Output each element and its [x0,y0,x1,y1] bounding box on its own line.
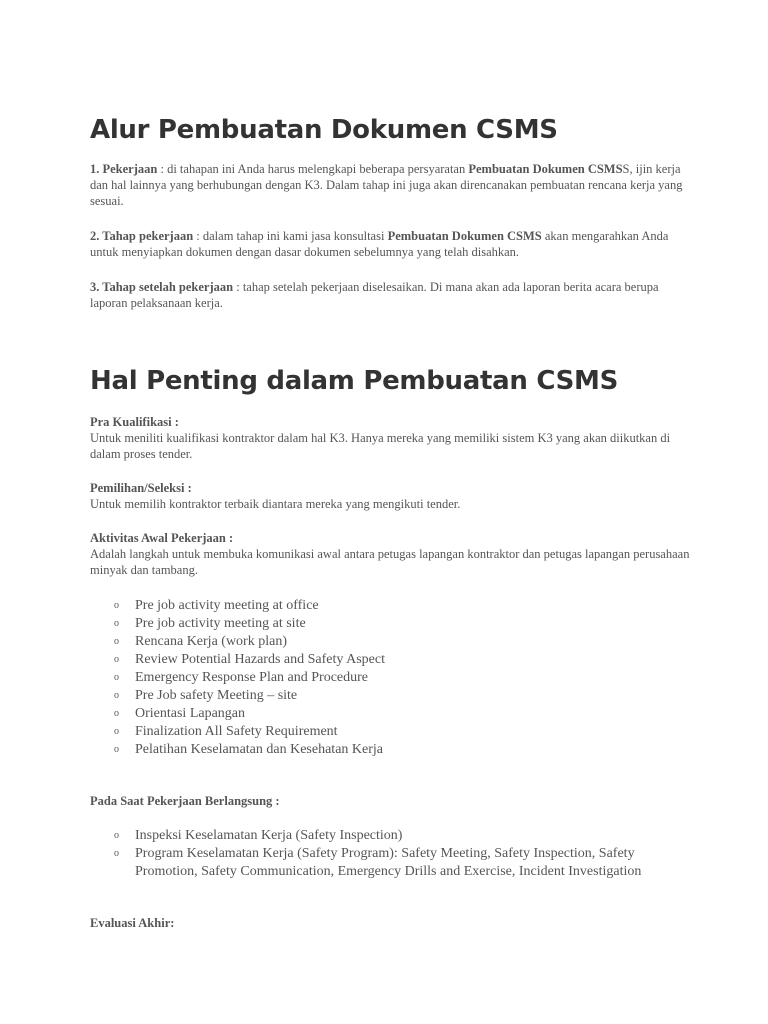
list-item [90,705,690,723]
text-pra-kualifikasi: Untuk meniliti kualifikasi kontraktor dalam hal K3. Hanya mereka yang memiliki sistem K3 yang akan diikutkan di dalam proses tender. [90,431,671,461]
bold-pembuatan-dokumen-1: Pembuatan Dokumen CSMS [468,162,623,176]
list-item [90,633,690,651]
paragraph-evaluasi [90,915,690,931]
label-tahap-pekerjaan: 2. Tahap pekerjaan [90,229,194,243]
label-seleksi: Pemilihan/Seleksi : [90,481,192,495]
list-item [90,669,690,687]
list-item [90,615,690,633]
list-berlangsung [90,827,690,881]
list-item [90,597,690,615]
text-pekerjaan-a: : di tahapan ini Anda harus melengkapi beberapa persyaratan [157,162,469,176]
list-item [90,827,690,845]
list-item-text: Pre job activity meeting at office [135,598,319,613]
label-pra-kualifikasi: Pra Kualifikasi : [90,415,179,429]
list-item [90,651,690,669]
circle-bullet-icon: o [114,690,119,701]
circle-bullet-icon: o [114,830,119,841]
list-item [90,741,690,759]
heading-hal-penting: Hal Penting dalam Pembuatan CSMS [90,366,619,396]
paragraph-tahap-pekerjaan [90,228,690,260]
paragraph-tahap-setelah [90,279,690,311]
label-pekerjaan: 1. Pekerjaan [90,162,158,176]
list-item [90,687,690,705]
circle-bullet-icon: o [114,600,119,611]
list-item-text: Review Potential Hazards and Safety Aspect [135,652,385,667]
circle-bullet-icon: o [114,848,119,859]
list-item-text: Orientasi Lapangan [135,706,246,721]
list-item-text: Rencana Kerja (work plan) [135,634,287,649]
list-item-text: Inspeksi Keselamatan Kerja (Safety Inspection) [135,828,403,843]
text-aktivitas: Adalah langkah untuk membuka komunikasi awal antara petugas lapangan kontraktor dan petugas lapangan perusahaan minyak dan tambang. [90,547,690,577]
circle-bullet-icon: o [114,618,119,629]
paragraph-berlangsung [90,793,690,809]
list-item-text: Pelatihan Keselamatan dan Kesehatan Kerja [135,742,384,757]
list-item-text: Emergency Response Plan and Procedure [135,670,369,685]
heading-alur-pembuatan: Alur Pembuatan Dokumen CSMS [90,115,558,145]
text-tahap-pekerjaan-a: : dalam tahap ini kami jasa konsultasi [193,229,388,243]
list-item-text: Program Keselamatan Kerja (Safety Program): Safety Meeting, Safety Inspection, Safety Promotion, Safety Communication, Emergency Drills and Exercise, Incident Investigation [135,846,642,879]
text-tahap-pekerjaan-b: akan mengarahkan Anda untuk menyiapkan dokumen dengan dasar dokumen sebelumnya yang telah disahkan. [90,229,669,259]
circle-bullet-icon: o [114,744,119,755]
label-berlangsung: Pada Saat Pekerjaan Berlangsung : [90,794,280,808]
text-seleksi: Untuk memilih kontraktor terbaik diantara mereka yang mengikuti tender. [90,497,461,511]
paragraph-seleksi [90,480,690,512]
list-item [90,845,690,881]
label-aktivitas: Aktivitas Awal Pekerjaan : [90,531,234,545]
circle-bullet-icon: o [114,654,119,665]
text-tahap-setelah: : tahap setelah pekerjaan diselesaikan. Di mana akan ada laporan berita acara berupa laporan pelaksanaan kerja. [90,280,659,310]
paragraph-pra-kualifikasi [90,414,690,462]
list-item-text: Finalization All Safety Requirement [135,724,338,739]
circle-bullet-icon: o [114,726,119,737]
list-item-text: Pre job activity meeting at site [135,616,306,631]
list-aktivitas [90,597,690,759]
circle-bullet-icon: o [114,708,119,719]
text-pekerjaan-b: S, ijin kerja dan hal lainnya yang berhubungan dengan K3. Dalam tahap ini juga akan direncanakan pembuatan rencana kerja yang sesuai. [90,162,683,208]
circle-bullet-icon: o [114,636,119,647]
list-item [90,723,690,741]
paragraph-aktivitas [90,530,690,578]
label-evaluasi: Evaluasi Akhir: [90,916,175,930]
list-item-text: Pre Job safety Meeting – site [135,688,298,703]
paragraph-pekerjaan [90,161,690,209]
circle-bullet-icon: o [114,672,119,683]
bold-pembuatan-dokumen-2: Pembuatan Dokumen CSMS [387,229,542,243]
label-tahap-setelah: 3. Tahap setelah pekerjaan [90,280,234,294]
